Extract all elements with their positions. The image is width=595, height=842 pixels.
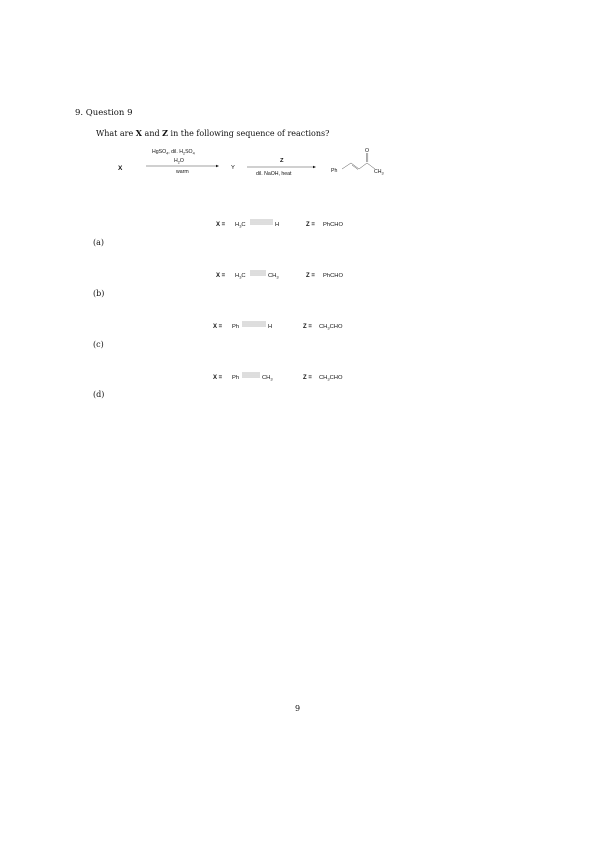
option-a-formula (200, 216, 400, 230)
question-title: 9. Question 9 (75, 108, 133, 118)
option-b-x-left: $H_3C$ (235, 273, 246, 280)
product-skeleton (342, 153, 375, 170)
option-c-x-left: Ph (232, 324, 240, 330)
product-o: O (365, 148, 370, 154)
product-ch3: $CH_3$ (374, 169, 384, 176)
product-ph: Ph (331, 168, 338, 174)
arrowhead-2 (313, 166, 316, 168)
page-number: 9 (294, 704, 301, 713)
option-d-z-prefix: Z = (303, 375, 312, 381)
option-c-x-prefix: X = (213, 324, 223, 330)
reagent-line-1: HgSO$_4$, dil. $H_2SO_4$ (152, 149, 195, 156)
reagent-line-2: $H_2O$ (174, 158, 184, 165)
triple-bond-a (250, 220, 273, 224)
option-c-formula (200, 318, 400, 332)
option-a-x-right: H (275, 222, 280, 228)
option-d-x-left: Ph (232, 375, 240, 381)
triple-bond-c (242, 322, 266, 326)
option-a-x-left: $H_3C$ (235, 222, 246, 229)
option-b-x-prefix: X = (216, 273, 226, 279)
prompt-z: Z (162, 128, 168, 138)
option-b-formula (200, 267, 400, 281)
option-d-label: (d) (93, 390, 105, 399)
reagent2-bottom: dil. NaOH, heat (256, 171, 292, 177)
option-b-label: (b) (93, 289, 105, 298)
option-d-x-prefix: X = (213, 375, 223, 381)
triple-bond-d (242, 373, 260, 377)
question-prompt (96, 128, 329, 138)
option-b-z-value: PhCHO (323, 273, 343, 279)
scheme-start: X (118, 165, 123, 172)
prompt-part: in the following sequence of reactions? (167, 129, 330, 138)
option-b-x-right: $CH_3$ (268, 273, 279, 280)
reaction-scheme (0, 140, 595, 185)
option-d-formula (200, 369, 400, 383)
triple-bond-b (250, 271, 266, 275)
reagent2-top: Z (280, 158, 284, 164)
option-a-label: (a) (93, 238, 105, 247)
prompt-x: X (135, 128, 142, 138)
option-b-z-prefix: Z = (306, 273, 315, 279)
scheme-intermediate: Y (231, 165, 235, 171)
arrowhead-1 (216, 165, 219, 167)
option-d-z-value: $CH_3CHO$ (319, 375, 343, 382)
option-c-z-value: $CH_3CHO$ (319, 324, 343, 331)
option-c-z-prefix: Z = (303, 324, 312, 330)
option-d-x-right: $CH_3$ (262, 375, 273, 382)
option-c-label: (c) (93, 340, 104, 349)
prompt-part: and (142, 129, 163, 138)
option-a-z-value: PhCHO (323, 222, 343, 228)
option-a-x-prefix: X = (216, 222, 226, 228)
prompt-part: What are (96, 129, 136, 138)
option-a-z-prefix: Z = (306, 222, 315, 228)
option-c-x-right: H (268, 324, 273, 330)
reagent-bottom: warm (176, 169, 189, 175)
